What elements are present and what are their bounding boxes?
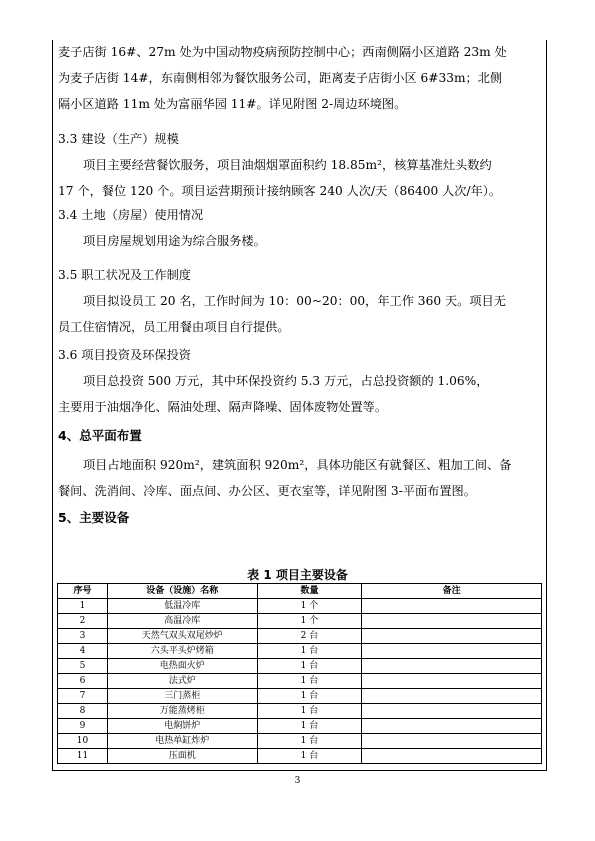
header-cell-name: 设备（设施）名称: [107, 584, 257, 599]
cell-index: 5: [58, 659, 108, 674]
cell-quantity: 1 台: [257, 734, 362, 749]
cell-remarks: [362, 749, 542, 764]
cell-quantity: 1 台: [257, 689, 362, 704]
cell-index: 7: [58, 689, 108, 704]
cell-name: 天然气双头双尾炒炉: [107, 629, 257, 644]
cell-quantity: 1 台: [257, 749, 362, 764]
cell-remarks: [362, 674, 542, 689]
cell-name: 电热单缸炸炉: [107, 734, 257, 749]
table-row: [58, 734, 542, 749]
cell-name: 低温冷库: [107, 599, 257, 614]
cell-index: 9: [58, 719, 108, 734]
paragraph-line: 为麦子店街 14#，东南侧相邻为餐饮服务公司，距离麦子店街小区 6#33m；北侧: [58, 71, 503, 85]
cell-index: 2: [58, 614, 108, 629]
paragraph-line: 项目主要经营餐饮服务，项目油烟烟罩面积约 18.85m²，核算基准灶头数约: [83, 158, 492, 172]
table-row: [58, 704, 542, 719]
cell-quantity: 1 个: [257, 599, 362, 614]
table-row: [58, 599, 542, 614]
cell-name: 电焖饼炉: [107, 719, 257, 734]
cell-quantity: 1 个: [257, 614, 362, 629]
section-heading: 3.3 建设（生产）规模: [58, 132, 179, 146]
table-row: [58, 614, 542, 629]
cell-name: 万能蒸烤柜: [107, 704, 257, 719]
cell-name: 六头平头炉烤箱: [107, 644, 257, 659]
table-row: [58, 749, 542, 764]
cell-index: 1: [58, 599, 108, 614]
paragraph-line: 17 个，餐位 120 个。项目运营期预计接纳顾客 240 人次/天（86400 人次/年）。: [58, 184, 502, 198]
equipment-table: [57, 583, 542, 764]
cell-name: 三门蒸柜: [107, 689, 257, 704]
paragraph-line: 主要用于油烟净化、隔油处理、隔声降噪、固体废物处置等。: [58, 400, 388, 414]
cell-index: 6: [58, 674, 108, 689]
table-title: 表 1 项目主要设备: [247, 568, 348, 582]
header-cell-index: 序号: [58, 584, 108, 599]
cell-name: 电热面火炉: [107, 659, 257, 674]
cell-remarks: [362, 704, 542, 719]
paragraph-line: 麦子店街 16#、27m 处为中国动物疫病预防控制中心；西南侧隔小区道路 23m 处: [58, 45, 507, 59]
cell-quantity: 2 台: [257, 629, 362, 644]
section-heading: 5、主要设备: [58, 510, 130, 525]
paragraph-line: 项目房屋规划用途为综合服务楼。: [83, 234, 266, 248]
paragraph-line: 餐间、洗消间、冷库、面点间、办公区、更衣室等，详见附图 3-平面布置图。: [58, 484, 476, 498]
cell-quantity: 1 台: [257, 659, 362, 674]
table-row: [58, 644, 542, 659]
cell-name: 高温冷库: [107, 614, 257, 629]
cell-index: 10: [58, 734, 108, 749]
cell-remarks: [362, 614, 542, 629]
page-number: 3: [294, 776, 301, 786]
cell-remarks: [362, 734, 542, 749]
table-row: [58, 719, 542, 734]
section-heading: 3.4 土地（房屋）使用情况: [58, 208, 204, 222]
section-heading: 3.5 职工状况及工作制度: [58, 268, 191, 282]
cell-quantity: 1 台: [257, 704, 362, 719]
table-row: [58, 659, 542, 674]
paragraph-line: 员工住宿情况，员工用餐由项目自行提供。: [58, 320, 290, 334]
cell-remarks: [362, 659, 542, 674]
cell-quantity: 1 台: [257, 674, 362, 689]
cell-index: 4: [58, 644, 108, 659]
cell-index: 11: [58, 749, 108, 764]
table-row: [58, 689, 542, 704]
cell-name: 压面机: [107, 749, 257, 764]
paragraph-line: 项目拟设员工 20 名，工作时间为 10：00~20：00，年工作 360 天。项目无: [83, 294, 506, 308]
cell-remarks: [362, 629, 542, 644]
paragraph-line: 项目占地面积 920m²，建筑面积 920m²，具体功能区有就餐区、粗加工间、备: [83, 458, 512, 472]
paragraph-line: 项目总投资 500 万元，其中环保投资约 5.3 万元，占总投资额的 1.06%，: [83, 374, 489, 388]
table-row: [58, 629, 542, 644]
cell-index: 3: [58, 629, 108, 644]
header-cell-remarks: 备注: [362, 584, 542, 599]
cell-remarks: [362, 689, 542, 704]
table-header-row: [58, 584, 542, 599]
cell-index: 8: [58, 704, 108, 719]
section-heading: 3.6 项目投资及环保投资: [58, 348, 191, 362]
cell-remarks: [362, 599, 542, 614]
header-cell-quantity: 数量: [257, 584, 362, 599]
paragraph-line: 隔小区道路 11m 处为富丽华园 11#。详见附图 2-周边环境图。: [58, 97, 407, 111]
table-row: [58, 674, 542, 689]
cell-remarks: [362, 719, 542, 734]
cell-quantity: 1 台: [257, 644, 362, 659]
cell-name: 法式炉: [107, 674, 257, 689]
cell-quantity: 1 台: [257, 719, 362, 734]
cell-remarks: [362, 644, 542, 659]
section-heading: 4、总平面布置: [58, 428, 142, 443]
